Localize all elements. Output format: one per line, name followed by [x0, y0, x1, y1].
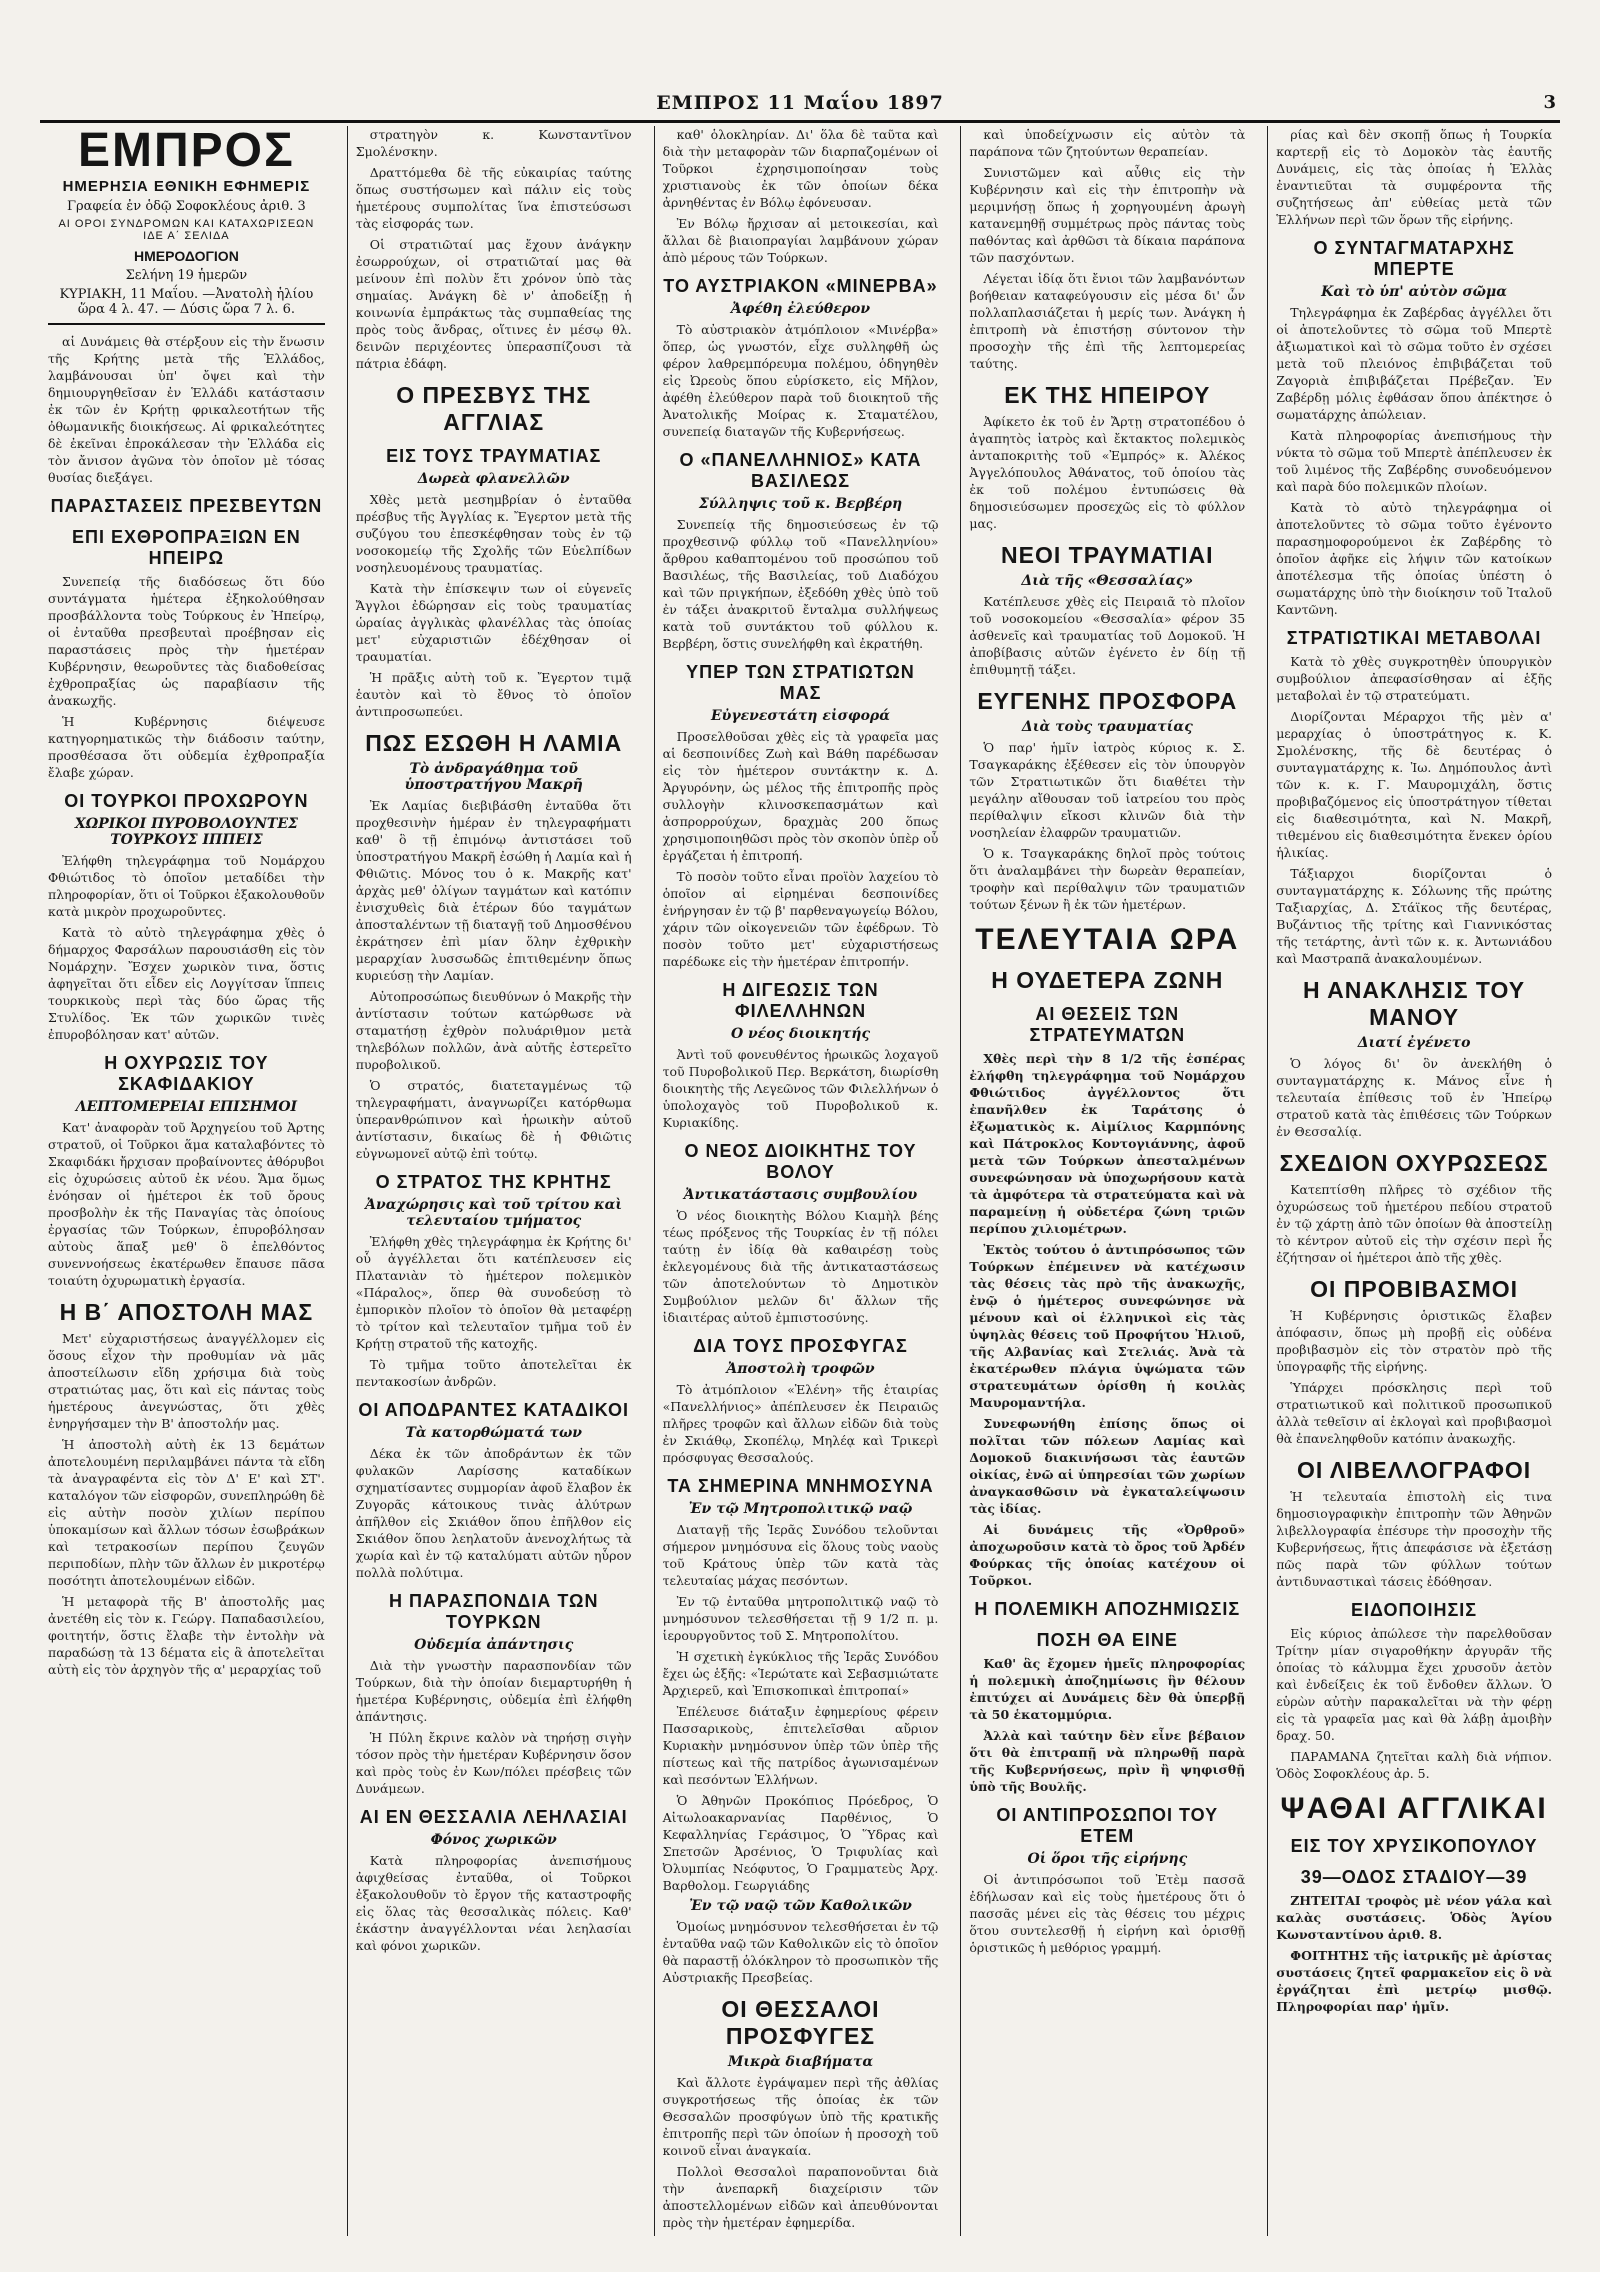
article-paragraph: Προσελθοῦσαι χθὲς εἰς τὰ γραφεῖα μας αἱ δεσποινίδες Ζωὴ καὶ Βάθη παρέδωσαν εἰς τὸν ἡμέτερον συντάκτην κ. Δ. Ἀργυρόνην, ὡς μέλος τῆς ἐπιτροπῆς πρὸς συλλογὴν κλινοσκεπασμάτων καὶ ἀσπρορρούχων, δραχμὰς 200 ὅπως χρησιμοποιηθῶσι πρὸς τὸν σκοπὸν ὑπὲρ οὗ ἐργάζεται ἡ ἐπιτροπή. — [662, 729, 939, 863]
column-2 — [347, 126, 640, 2236]
article-paragraph: Κατὰ πληροφορίας ἀνεπισήμους ἀφιχθείσας ἐνταῦθα, οἱ Τοῦρκοι ἐξακολουθοῦν τὸ ἔργον τῆς καταστροφῆς εἰς ὅλας τὰς θεσσαλικὰς πόλεις. Καθ' ἑκάστην ἀναγγέλλονται νέαι λεηλασίαι καὶ φόνοι χωρικῶν. — [355, 1853, 632, 1953]
article-subheadline: Εὐγενεστάτη εἰσφορά — [710, 708, 891, 724]
article-headline: Η ΔΙΓΕΩΣΙΣ ΤΩΝ ΦΙΛΕΛΛΗΝΩΝ — [722, 980, 879, 1021]
article-headline: ΝΕΟΙ ΤΡΑΥΜΑΤΙΑΙ — [1001, 542, 1214, 568]
article-paragraph: Τὸ αὐστριακὸν ἀτμόπλοιον «Μινέρβα» ὅπερ, ὡς γνωστόν, εἶχε συλληφθῆ ὡς φέρον λαθρεμπόρευμα πολέμου, ὁδηγηθὲν εἰς Ὠρεοὺς ὅπου εὑρίσκετο, εἰς Μῆλον, ἀφέθη ἐλεύθερον παρὰ τοῦ διοικητοῦ τῆς Ἀνατολικῆς Μοίρας κ. Σταματέλου, συνεπείᾳ διαταγῶν τῆς Κυβερνήσεως. — [662, 322, 939, 439]
article-headline: Ο «ΠΑΝΕΛΛΗΝΙΟΣ» ΚΑΤΑ ΒΑΣΙΛΕΩΣ — [679, 450, 922, 491]
article-paragraph: Τὸ ἀτμόπλοιον «Ἑλένη» τῆς ἑταιρίας «Πανελλήνιος» ἀπέπλευσεν ἐκ Πειραιῶς πλῆρες τροφῶν καὶ ἄλλων εἰδῶν διὰ τοὺς ἐν Σκιάθῳ, Σκοπέλῳ, Μηλέᾳ καὶ Τρικερὶ πρόσφυγας Θεσσαλούς. — [662, 1382, 939, 1465]
article-paragraph: Ὁμοίως μνημόσυνον τελεσθήσεται ἐν τῷ ἐνταῦθα ναῷ τῶν Καθολικῶν εἰς τὸ ὁποῖον θὰ παραστῇ ὁλόκληρον τὸ προσωπικὸν τῆς Αὐστριακῆς Πρεσβείας. — [662, 1919, 939, 1985]
article-paragraph: Τάξιαρχοι διορίζονται ὁ συνταγματάρχης κ. Σόλωνης τῆς πρώτης Ταξιαρχίας, Δ. Στάϊκος τῆς δευτέρας, Βυζάντιος τῆς τρίτης καὶ Γιαννικόστας τῆς τετάρτης, ἀντὶ τῶν κ. κ. Ἀντωνιάδου καὶ Μαστραπᾶ ἀνακαλουμένων. — [1276, 866, 1552, 966]
column-2-body — [356, 126, 632, 1954]
column-3 — [654, 126, 947, 2236]
article-paragraph: Ὁ στρατός, διατεταγμένως τῷ τηλεγραφήματι, ἀναγνωρίζει κατόρθωμα ὑπερανθρώπινον καὶ ἡρωικὴν αὐτοῦ ἀντίστασιν, δικαίως δὲ ἡ Φθιῶτις εὐγνωμονεῖ αὐτῷ ἐπὶ τούτῳ. — [355, 1078, 632, 1161]
article-paragraph: Κατεπτίσθη πλῆρες τὸ σχέδιον τῆς ὀχυρώσεως τοῦ ἡμετέρου πεδίου στρατοῦ ἐν τῷ χάρτῃ ἀπὸ τῶν ὁποίων θὰ ἀποστείλῃ τὸ κέντρον αὐτοῦ εἰς τὴν σχέσιν περὶ ἧς ἐζήτησαν οἱ ἡμέτεροι ἀπὸ τῆς χθὲς. — [1276, 1182, 1552, 1265]
article-paragraph: Εἰς κύριος ἀπώλεσε τὴν παρελθοῦσαν Τρίτην μίαν σιγαροθήκην ἀργυρᾶν τῆς ὁποίας τὸ κάλυμμα ἔχει χρυσοῦν ἀετὸν καὶ ἐνδείξεις ἐκ τοῦ ἔνδοθεν ἄλλων. Ὁ εὑρὼν αὐτὴν παρακαλεῖται νὰ τὴν φέρῃ εἰς τὰ γραφεῖα μας καὶ θὰ λάβῃ ἀμοιβὴν δραχ. 50. — [1276, 1626, 1552, 1743]
article-headline: Η ΟΧΥΡΩΣΙΣ ΤΟΥ ΣΚΑΦΙΔΑΚΙΟΥ — [104, 1053, 269, 1095]
almanac-title: ΗΜΕΡΟΔΟΓΙΟΝ — [133, 248, 239, 265]
article-headline: ΕΥΓΕΝΗΣ ΠΡΟΣΦΟΡΑ — [977, 688, 1238, 714]
article-subheadline: Διατί ἐγένετο — [1357, 1035, 1471, 1051]
article-subheadline: Μικρὰ διαβήματα — [727, 2054, 874, 2070]
column-4 — [960, 126, 1253, 2236]
article-headline: Ο ΣΤΡΑΤΟΣ ΤΗΣ ΚΡΗΤΗΣ — [375, 1172, 612, 1192]
article-headline: 39—ΟΔΟΣ ΣΤΑΔΙΟΥ—39 — [1300, 1867, 1528, 1887]
article-paragraph: Κατὰ τὴν ἐπίσκεψιν των οἱ εὐγενεῖς Ἄγγλοι ἐδώρησαν εἰς τοὺς τραυματίας ὡραίας ἀγγλικὰς φλανέλλας τὰς ὁποίας μετ' εὐχαριστιῶν ἐδέχθησαν οἱ τραυματίαι. — [355, 581, 632, 664]
article-subheadline: Φόνος χωρικῶν — [430, 1832, 557, 1848]
column-1-body — [48, 333, 325, 1678]
article-paragraph: Χθὲς περὶ τὴν 8 1/2 τῆς ἑσπέρας ἐλήφθη τηλεγράφημα τοῦ Νομάρχου Φθιώτιδος ἀγγέλλοντος ὅτι ἐπανῆλθεν ἐκ Ταράτσης ὁ ἐξωματικὸς κ. Αἰμίλιος Καρμπόνης καὶ Πάτροκλος Κοντογιάννης, ἀφοῦ μετὰ τῶν Τούρκων ἀπεσταλμένων συνεφώνησαν νὰ ὑποχωρήσουν κατὰ τὰ ἀμφότερα τὰ στρατεύματα καὶ νὰ παραμείνῃ ἡ οὐδετέρα ζώνη τριῶν περίπου χιλιομέτρων. — [969, 1051, 1246, 1236]
article-paragraph: Ἡ ἀποστολὴ αὐτὴ ἐκ 13 δεμάτων ἀποτελουμένη περιλαμβάνει πάντα τὰ εἴδη τὰ ἀναγραφέντα εἰς τὸν Δ' Ε' καὶ ΣΤ'. καταλόγον τῶν εἰσφορῶν, συνεπληρώθη δὲ εἰς αὐτὴν ποσὸν χιλίων περίπου ὑποκαμίσων καὶ ἄλλων τόσων ἐσωβράκων καὶ τετρακοσίων περίπου ζευγῶν περιποδίων, πλὴν τῶν ἄλλων ἐν μικροτέρῳ ποσότητι ἀποτελουμένων εἰδῶν. — [48, 1437, 325, 1589]
article-subheadline: Δωρεὰ φλανελλῶν — [417, 471, 570, 487]
article-paragraph: Ἡ μεταφορὰ τῆς Β' ἀποστολῆς μας ἀνετέθη εἰς τὸν κ. Γεώργ. Παπαδασιλείου, φοιτητήν, ὅστις ἔλαβε τὴν ἐντολὴν νὰ παραδώσῃ τὰ 13 δέματα εἰς ἃ ἀποτελεῖται αὐτὴ εἰς τὸν ἀρχηγὸν τῆς α' μεραρχίας τοῦ — [48, 1594, 325, 1678]
article-paragraph: Πολλοὶ Θεσσαλοὶ παραπονοῦνται διὰ τὴν ἀνεπαρκῆ διαχείρισιν τῶν ἀποστελλομένων εἰδῶν καὶ ἀπευθύνονται πρὸς τὴν ἡμετέραν ἐφημερίδα. — [662, 2164, 939, 2230]
article-paragraph: Δραττόμεθα δὲ τῆς εὐκαιρίας ταύτης ὅπως συστήσωμεν καὶ πάλιν εἰς τοὺς ἡμετέρους συμπολίτας ἵνα ἐπιστεύσωσι τὰς εἰσφοράς των. — [355, 165, 632, 231]
article-paragraph: Δέκα ἐκ τῶν ἀποδράντων ἐκ τῶν φυλακῶν Λαρίσσης καταδίκων σχηματίσαντες συμμορίαν ἀφοῦ ἔλαβον ἐκ Ζυγορᾶς κάτοικους τινὰς ἀλύτρων ἀπῆλθον εἰς Σκιάθον ὅπου ἐπῆλθον εἰς Σκιάθον ὅπου λεηλατοῦν ἀνενοχλήτως τὰ χωρία καὶ ἐν τῷ καταλύματι αὐτῶν ηὗρον πολλὰ πολύτιμα. — [355, 1446, 632, 1580]
article-subheadline: Τὸ ἀνδραγάθημα τοῦ ὑποστρατήγου Μακρῆ — [404, 761, 583, 793]
column-5-body — [1276, 126, 1552, 2015]
article-paragraph: Οἱ ἀντιπρόσωποι τοῦ Ἐτὲμ πασσᾶ ἐδήλωσαν καὶ εἰς τοὺς ἡμετέρους ὅτι ὁ πασσᾶς μένει εἰς τὰς θέσεις του μέχρις ὅτου συντελεσθῇ ἡ εἰρήνη καὶ ὁρισθῇ ὁριστικῶς ἡ μεθόριος γραμμή. — [969, 1872, 1246, 1955]
article-subheadline: Οὐδεμία ἀπάντησις — [414, 1637, 574, 1653]
article-paragraph: αἱ Δυνάμεις θὰ στέρξουν εἰς τὴν ἕνωσιν τῆς Κρήτης μετὰ τῆς Ἑλλάδος, λαμβάνουσαι ὑπ' ὄψει καὶ τὴν δημιουργηθεῖσαν ἐν Ἑλλάδι κατάστασιν ἐκ τῶν ἐν Κρήτῃ φρικαλεοτήτων τῆς ὀθωμανικῆς διοικήσεως. Αἱ φρικαλεότητες δὲ ἐκεῖναι ἐπροκάλεσαν τὴν Ἑλλάδα εἰς τὸν ἄνισον ἀγῶνα τὸν ὁποῖον μὲ τόσας θυσίας διεξάγει. — [48, 334, 325, 486]
article-paragraph: Κατὰ τὸ χθὲς συγκροτηθὲν ὑπουργικὸν συμβούλιον ἀπεφασίσθησαν αἱ ἑξῆς μεταβολαὶ ἐν τῷ στρατεύματι. — [1276, 654, 1552, 703]
article-headline: Η Β΄ ΑΠΟΣΤΟΛΗ ΜΑΣ — [59, 1299, 314, 1326]
article-headline: ΤΑ ΣΗΜΕΡΙΝΑ ΜΝΗΜΟΣΥΝΑ — [667, 1476, 934, 1496]
article-paragraph: καὶ ὑποδείχνωσιν εἰς αὐτὸν τὰ παράπονα τῶν ζητούντων θεραπείαν. — [969, 127, 1246, 159]
column-1 — [40, 126, 333, 2236]
article-subheadline: Ἐν τῷ ναῷ τῶν Καθολικῶν — [689, 1898, 912, 1914]
masthead-subtitle: ΗΜΕΡΗΣΙΑ ΕΘΝΙΚΗ ΕΦΗΜΕΡΙΣ — [62, 178, 311, 196]
article-paragraph: Κατὰ τὸ αὐτὸ τηλεγράφημα χθὲς ὁ δήμαρχος Φαρσάλων παρουσιάσθη εἰς τὸν Νομάρχην. Ἔσχεν χωρικὸν τινα, ὅστις ἀφηγεῖται ὅτι εἶδεν εἰς Λογγίτσαν ἵππεις τουρκικοὺς περὶ τὰς δύο ὥρας τῆς Στυλίδος. Ἐκ τῶν χωρικῶν τινὲς ἐπυροβόλησαν κατ' αὐτῶν. — [48, 925, 325, 1043]
article-headline: ΟΙ ΘΕΣΣΑΛΟΙ ΠΡΟΣΦΥΓΕΣ — [721, 1996, 880, 2049]
column-4-body — [969, 126, 1245, 1956]
article-paragraph: Αἱ δυνάμεις τῆς «Ὀρθροῦ» ἀποχωροῦσιν κατὰ τὸ ὄρος τοῦ Ἀρδέν Φούρκας τῆς ὁποίας κατέχουν οἱ Τοῦρκοι. — [969, 1522, 1246, 1588]
article-paragraph: Ὁ παρ' ἡμῖν ἰατρὸς κύριος κ. Σ. Τσαγκαράκης ἐξέθεσεν εἰς τὸν ὑπουργὸν τῶν Στρατιωτικῶν ὅτι διαθέτει τὴν μεγάλην αἴθουσαν τοῦ ἰατρείου του πρὸς περίθαλψιν εἴκοσι κλινῶν διὰ τὴν νοσηλείαν ἐλαφρῶν τραυματιῶν. — [969, 740, 1246, 840]
article-paragraph: Χθὲς μετὰ μεσημβρίαν ὁ ἐνταῦθα πρέσβυς τῆς Ἀγγλίας κ. Ἔγερτον μετὰ τῆς συζύγου του ἐπεσκέφθησαν τοὺς ἐν τῷ νοσοκομείῳ τῆς Σχολῆς τῶν Εὐελπίδων νοσηλευομένους τραυματίας. — [355, 492, 632, 575]
article-paragraph: Διορίζονται Μέραρχοι τῆς μὲν α' μεραρχίας ὁ ὑποστράτηγος κ. Κ. Σμολένσκης, τῆς δὲ δευτέρας ὁ συνταγματάρχης κ. Ἰω. Δημόπουλος ἀντὶ τῶν κ. κ. Γ. Μαυρομιχάλη, ὅστις προβιβαζόμενος εἰς ὑποστράτηγον τίθεται εἰς διαθεσιμότητα, καὶ Ν. Μακρῆ, τιθεμένου εἰς διαθεσιμότητα ἕνεκεν ὁρίου ἡλικίας. — [1276, 709, 1552, 860]
article-headline: ΨΑΘΑΙ ΑΓΓΛΙΚΑΙ — [1280, 1792, 1548, 1825]
article-subheadline: ΛΕΠΤΟΜΕΡΕΙΑΙ ΕΠΙΣΗΜΟΙ — [75, 1099, 298, 1116]
article-paragraph: Οἱ στρατιῶταί μας ἔχουν ἀνάγκην ἐσωρρούχων, οἱ στρατιῶταί μας θὰ μείνουν ἐπὶ πολὺν ἔτι χρόνον ὑπὸ τὰς σημαίας. Ἀνάγκη δὲ ν' ἀποδείξῃ ἡ κοινωνία ἐμπράκτως τὰς συμπαθείας της πρὸς τοὺς ἄνδρας, οἵτινες ἐν μέσῳ θλ. δεινῶν περιχέοντες ὑπερασπίζουσι τὰ πάτρια ἐδάφη. — [355, 237, 632, 371]
article-paragraph: ρίας καὶ δὲν σκοπῇ ὅπως ἡ Τουρκία καρτερῇ εἰς τὸ Δομοκὸν τὰς ἑαυτῆς Δυνάμεις, εἰς τὰς ὁποίας ἡ Ἑλλὰς ἐναντιεῦται τὰ συμφέροντα τῆς συζητήσεως ἀπ' εὐθείας μετὰ τῶν Ἑλλήνων περὶ τῶν ὅρων τῆς εἰρήνης. — [1276, 127, 1552, 227]
article-subheadline: Ἀποστολὴ τροφῶν — [726, 1361, 875, 1377]
almanac-moon: Σελήνη 19 ἡμερῶν — [125, 268, 248, 284]
article-headline: ΤΟ ΑΥΣΤΡΙΑΚΟΝ «ΜΙΝΕΡΒΑ» — [663, 276, 938, 296]
article-subheadline: Ἀντικατάστασις συμβουλίου — [683, 1187, 918, 1203]
article-headline: Ο ΣΥΝΤΑΓΜΑΤΑΡΧΗΣ ΜΠΕΡΤΕ — [1313, 238, 1515, 279]
article-subheadline: Ο νέος διοικητής — [730, 1026, 871, 1042]
article-headline: ΟΙ ΑΝΤΙΠΡΟΣΩΠΟΙ ΤΟΥ ΕΤΕΜ — [996, 1805, 1219, 1846]
article-paragraph: Ἡ πρᾶξις αὐτὴ τοῦ κ. Ἔγερτον τιμᾷ ἑαυτὸν καὶ τὸ ἔθνος τὸ ὁποῖον ἀντιπροσωπεύει. — [355, 670, 632, 719]
article-headline: Ο ΠΡΕΣΒΥΣ ΤΗΣ ΑΓΓΛΙΑΣ — [396, 382, 592, 435]
article-headline: ΣΧΕΔΙΟΝ ΟΧΥΡΩΣΕΩΣ — [1279, 1150, 1549, 1176]
article-headline: ΔΙΑ ΤΟΥΣ ΠΡΟΣΦΥΓΑΣ — [693, 1336, 908, 1356]
article-headline: ΟΙ ΑΠΟΔΡΑΝΤΕΣ ΚΑΤΑΔΙΚΟΙ — [358, 1400, 629, 1420]
article-paragraph: Ὁ νέος διοικητὴς Βόλου Κιαμὴλ βέης τέως πρόξενος τῆς Τουρκίας ἐν τῇ πόλει ταύτῃ ἐν ἰδίᾳ θὰ καθαιρέσῃ τοὺς ἐκλεγομένους διὰ τῆς ἀντικαταστάσεως τῶν ἀποτελούντων τὸ Δημοτικὸν Συμβούλιον μελῶν δι' ἄλλων τῆς ἰδιαιτέρας αὐτοῦ ἐμπιστοσύνης. — [662, 1208, 939, 1325]
article-headline: Ο ΝΕΟΣ ΔΙΟΙΚΗΤΗΣ ΤΟΥ ΒΟΛΟΥ — [684, 1141, 917, 1182]
article-headline: Η ΟΥΔΕΤΕΡΑ ΖΩΝΗ — [991, 967, 1224, 993]
article-paragraph: Ἐν Βόλῳ ἤρχισαν αἱ μετοικεσίαι, καὶ ἄλλαι δὲ βιαιοπραγίαι λαμβάνουν χώραν ἀπὸ μέρους τῶν Τούρκων. — [662, 216, 939, 265]
article-paragraph: Κατὰ πληροφορίας ἀνεπισήμους τὴν νύκτα τὸ σῶμα τοῦ Μπερτὲ ἀπέπλευσεν ἐκ τοῦ λιμένος τῆς Ζαβέρδης συνοδευόμενον καὶ παρὰ δύο πολεμικῶν πλοίων. — [1276, 428, 1552, 494]
article-paragraph: Ἡ Κυβέρνησις ὁριστικῶς ἔλαβεν ἀπόφασιν, ὅπως μὴ προβῇ εἰς οὐδένα προβιβασμὸν εἰς τὸν στρατὸν πρὸ τῆς ὑπογραφῆς τῆς εἰρήνης. — [1276, 1308, 1552, 1374]
article-headline: ΑΙ ΘΕΣΕΙΣ ΤΩΝ ΣΤΡΑΤΕΥΜΑΤΩΝ — [1029, 1004, 1186, 1045]
article-paragraph: Ἡ σχετικὴ ἐγκύκλιος τῆς Ἱερᾶς Συνόδου ἔχει ὡς ἑξῆς: «Ἱερώτατε καὶ Σεβασμιώτατε Ἀρχιερεῦ, καὶ Ἐπισκοπικαὶ ἐπιτροπαί» — [662, 1649, 939, 1698]
article-headline: ΠΑΡΑΣΤΑΣΕΙΣ ΠΡΕΣΒΕΥΤΩΝ — [50, 496, 323, 517]
article-headline: Η ΠΑΡΑΣΠΟΝΔΙΑ ΤΩΝ ΤΟΥΡΚΩΝ — [388, 1591, 599, 1632]
article-subheadline: Καὶ τὸ ὑπ' αὐτὸν σῶμα — [1321, 284, 1508, 300]
article-paragraph: Ἐλήφθη τηλεγράφημα τοῦ Νομάρχου Φθιώτιδος τὸ ὁποῖον μεταδίδει τὴν πληροφορίαν, ὅτι οἱ Τοῦρκοι ἐξακολουθοῦν κατὰ μικρὸν προχωροῦντες. — [48, 853, 325, 920]
article-headline: ΕΙΣ ΤΟΥ ΧΡΥΣΙΚΟΠΟΥΛΟΥ — [1290, 1836, 1538, 1856]
article-paragraph: Συνεπείᾳ τῆς διαδόσεως ὅτι δύο συντάγματα ἡμέτερα ἐξηκολούθησαν προσβάλλοντα τοὺς Τούρκους ἐν Ἠπείρῳ, οἱ ἐνταῦθα πρεσβευταὶ προέβησαν εἰς παραστάσεις πρὸς τὴν ἡμετέραν Κυβέρνησιν, θεωροῦντες τὰς διαδοθείσας ἐχθροπραξίας ὡς παραβίασιν τῆς ἀνακωχῆς. — [48, 574, 325, 709]
article-subheadline: Τὰ κατορθώματά των — [405, 1425, 582, 1441]
article-headline: ΥΠΕΡ ΤΩΝ ΣΤΡΑΤΙΩΤΩΝ ΜΑΣ — [686, 662, 915, 703]
article-paragraph: Ἡ Κυβέρνησις διέψευσε κατηγορηματικῶς τὴν διάδοσιν ταύτην, προσθέσασα ὅτι οὐδεμία ἐχθροπραξία ἔλαβε χώραν. — [48, 714, 325, 781]
article-paragraph: Λέγεται ἰδίᾳ ὅτι ἔνιοι τῶν λαμβανόντων βοήθειαν καταφεύγουσιν εἰς μέσα δι' ὧν πολλαπλασιάζεται ἡ μερίς των. Ἀνάγκη ἡ ἐπιτροπὴ νὰ ἐπιστήσῃ σύντονον τὴν προσοχὴν τῆς ἐπὶ τῆς λεπτομερείας ταύτης. — [969, 271, 1246, 371]
article-subheadline: Οἱ ὅροι τῆς εἰρήνης — [1027, 1851, 1188, 1867]
masthead-title: ΕΜΠΡΟΣ — [77, 126, 295, 177]
article-paragraph: Ὁ Ἀθηνῶν Προκόπιος Πρόεδρος, Ὁ Αἰτωλοακαρνανίας Παρθένιος, Ὁ Κεφαλληνίας Γεράσιμος, Ὁ Ὕδρας καὶ Σπετσῶν Ἀρσένιος, Ὁ Τριφυλίας καὶ Ὀλυμπίας Νεόφυτος, Ὁ Γραμματεὺς Ἀρχ. Βαρθολομ. Γεωργιάδης — [662, 1793, 939, 1893]
header-rule — [40, 120, 1560, 123]
article-paragraph: καθ' ὁλοκληρίαν. Δι' ὅλα δὲ ταῦτα καὶ διὰ τὴν μεταφορὰν τῶν διαρπαζομένων οἱ Τοῦρκοι ἐχρησιμοποίησαν τοὺς χριστιανοὺς ἐκ τῶν ὁποίων δέκα ἀρνηθέντας ἐν Βόλῳ ἐφόνευσαν. — [662, 127, 939, 210]
article-paragraph: Ἐν τῷ ἐνταῦθα μητροπολιτικῷ ναῷ τὸ μνημόσυνον τελεσθήσεται τῇ 9 1/2 π. μ. ἱερουργοῦντος τοῦ Σ. Μητροπολίτου. — [662, 1594, 939, 1643]
article-paragraph: Ἐπέλευσε διάταξιν ἐφημερίους φέρειν Πασσαρικοὺς, ἐπιτελεῖσθαι αὔριον Κυριακὴν μνημόσυνον ὑπὲρ τῶν ὑπὲρ τῆς πίστεως καὶ τῆς πατρίδος ἀγωνισαμένων καὶ πεσόντων Ἑλλήνων. — [662, 1704, 939, 1787]
article-headline: ΤΕΛΕΥΤΑΙΑ ΩΡΑ — [975, 923, 1240, 956]
article-paragraph: Κατ' ἀναφορὰν τοῦ Ἀρχηγείου τοῦ Ἀρτης στρατοῦ, οἱ Τοῦρκοι ἅμα καταλαβόντες τὸ Σκαφιδάκι ἤρχισαν προβαίνοντες ἀθόρυβοι εἰς ὀχυρώσεις αὐτοῦ ἐκ νέου. Ἅμα ὅμως ἐνόησαν οἱ ἡμέτεροι ἐκ τοῦ ὄρους προσβολὴν ἐκ τῆς Παναγίας τὰς ὁποίους ἐργασίας τῶν Τούρκων, ἐπυροβόλησαν αὐτοὺς ἅπαξ μεθ' ὃ ἐπελθόντος συνεννοήσεως ἐκατέρωθεν ἔπαυσε πᾶσα τοιαύτη ὀχυρωματικὴ ἐργασία. — [48, 1120, 325, 1289]
article-paragraph: Ἐκ Λαμίας διεβιβάσθη ἐνταῦθα ὅτι προχθεσινὴν ἡμέραν ἐν τηλεγραφήματι καθ' ὃ τῇ ἐπιμόνῳ ἀντιστάσει τοῦ ὑποστρατήγου Μακρῆ ἐσώθη ἡ Λαμία καὶ ἡ Φθιῶτις. Μόνος του ὁ κ. Μακρῆς κατ' ἀρχὰς μεθ' ὀλίγων ταγμάτων καὶ κατόπιν ἐνισχυθεὶς διὰ ἑτέρων δύο ταγμάτων ἀποσταλέντων τῇ διαταγῇ τοῦ Δημοσθένου ἐκράτησεν ἐπὶ μίαν ὅλην ἐχθρικὴν μεραρχίαν λυσσωδῶς ἐπιτιθεμένην ὅπως κυριεύσῃ τὴν Λαμίαν. — [355, 798, 632, 983]
article-paragraph: Ἐκτὸς τούτου ὁ ἀντιπρόσωπος τῶν Τούρκων ἐπέμεινεν νὰ κατέχωσιν τὰς θέσεις τὰς πρὸ τῆς ἀνακωχῆς, ἐνῷ ὁ ἡμέτερος συνεφώνησε νὰ μένουν καὶ οἱ ἑλληνικοὶ εἰς τὰς ὑψηλὰς θέσεις τοῦ Προφήτου Ἠλιοῦ, τῆς Αλβανίας καὶ Στελιάς. Ἀνὰ τὰ ἐκατέρωθεν πλάγια ὑψώματα τῶν στρατευμάτων ὁρίσθη ἡ κοιλὰς Μαυρομαντήλα. — [969, 1242, 1246, 1410]
article-paragraph: Ὁ κ. Τσαγκαράκης δηλοῖ πρὸς τούτοις ὅτι ἀναλαμβάνει τὴν δωρεὰν θεραπείαν, τροφὴν καὶ περίθαλψιν τῶν τραυματιῶν τούτων ξένων ἢ ἐκ τῶν ἡμετέρων. — [969, 846, 1246, 912]
article-subheadline: ΧΩΡΙΚΟΙ ΠΥΡΟΒΟΛΟΥΝΤΕΣ ΤΟΥΡΚΟΥΣ ΙΠΠΕΙΣ — [74, 816, 298, 849]
article-subheadline: Διὰ τῆς «Θεσσαλίας» — [1021, 573, 1194, 589]
article-paragraph: Τηλεγράφημα ἐκ Ζαβέρδας ἀγγέλλει ὅτι οἱ ἀποτελοῦντες τὸ σῶμα τοῦ Μπερτὲ ἀξιωματικοὶ καὶ τὸ σῶμα τοῦτο ἐν σχέσει μετὰ τοῦ πλειόνος ἐπιβιβάζεται τοῦ Ζαγοριὰ ἐπιβιβάζεται Πρέβεζαν. Ἐν Ζαβέρδῃ μόλις ἐφθάσαν ὅπου ἀπέκτησε ὁ σωματάρχης ἀπώλειαν. — [1276, 305, 1552, 422]
article-paragraph: Διαταγῇ τῆς Ἱερᾶς Συνόδου τελοῦνται σήμερον μνημόσυνα εἰς ὅλους τοὺς ναοὺς τοῦ Κράτους ὑπὲρ τῶν κατὰ τὰς τελευταίας μάχας πεσόντων. — [662, 1522, 939, 1588]
article-paragraph: Ἐλήφθη χθὲς τηλεγράφημα ἐκ Κρήτης δι' οὗ ἀγγέλλεται ὅτι κατέπλευσεν εἰς Πλατανιὰν τὸ ἡμέτερον πολεμικὸν «Πάραλος», ὅπερ θὰ συνοδεύσῃ τὸ ἐμπορικὸν πλοῖον τὸ ὁποῖον θὰ μεταφέρῃ τὸ τρίτον καὶ τελευταῖον τμῆμα τοῦ ἐν Κρήτῃ στρατοῦ τῆς κατοχῆς. — [355, 1234, 632, 1351]
article-paragraph: Καθ' ἃς ἔχομεν ἡμεῖς πληροφορίας ἡ πολεμικὴ ἀποζημίωσις ἣν θέλουν ἐπιτύχει αἱ Δυνάμεις δὲν θὰ ὑπερβῇ τὰ 50 ἑκατομμύρια. — [969, 1656, 1246, 1722]
article-headline: ΕΙΣ ΤΟΥΣ ΤΡΑΥΜΑΤΙΑΣ — [386, 446, 602, 466]
article-paragraph: Κατέπλευσε χθὲς εἰς Πειραιᾶ τὸ πλοῖον τοῦ νοσοκομείου «Θεσσαλία» φέρον 35 ἀσθενεῖς καὶ τραυματίας τοῦ Δομοκοῦ. Ἡ ἀποβίβασις αὐτῶν ἐγένετο ἐν δίῃ τῇ ἐπιθυμητῇ τάξει. — [969, 594, 1246, 677]
article-headline: ΟΙ ΠΡΟΒΙΒΑΣΜΟΙ — [1310, 1276, 1519, 1302]
article-headline: ΕΙΔΟΠΟΙΗΣΙΣ — [1351, 1600, 1478, 1620]
article-paragraph: Αὐτοπροσώπως διευθύνων ὁ Μακρῆς τὴν ἀντίστασιν τούτων κατώρθωσε νὰ σταματήσῃ ἐχθρὸν πολυάριθμον μετὰ τηλεβόλων πολλῶν, ἀνὰ αὐτῆς ἐστερεῖτο πυροβολικοῦ. — [355, 989, 632, 1072]
article-paragraph: Ὑπάρχει πρόσκλησις περὶ τοῦ στρατιωτικοῦ καὶ πολιτικοῦ προσωπικοῦ ἀλλὰ τεθεῖσιν αἱ ἐκλογαὶ καὶ προβιβασμοὶ θὰ ἐπανεληφθοῦν κατόπιν ἀνακωχῆς. — [1276, 1380, 1552, 1446]
article-headline: ΕΚ ΤΗΣ ΗΠΕΙΡΟΥ — [1004, 382, 1211, 408]
article-paragraph: Μετ' εὐχαριστήσεως ἀναγγέλλομεν εἰς ὅσους εἶχον τὴν προθυμίαν νὰ μᾶς ἀποστείλωσιν εἴδη χρήσιμα διὰ τοὺς στρατιώτας μας, ὅτι καὶ εἰς πάντας τοὺς ἡμετέρους ἀνεγνώστας, ὅτι χθὲς ἐνηργήσαμεν τὴν Β' ἀποστολήν μας. — [48, 1331, 325, 1432]
article-paragraph: Συνεπείᾳ τῆς δημοσιεύσεως ἐν τῷ προχθεσινῷ φύλλῳ τοῦ «Πανελληνίου» ἄρθρου καθαπτομένου τοῦ προσώπου τοῦ Βασιλέως, τῆς Βασιλείας, τοῦ Διαδόχου καὶ τῶν πριγκήπων, ἐξεδόθη χθὲς ὑπὸ τοῦ ἐν τάξει ἀνακριτοῦ ἔνταλμα συλλήψεως κατὰ τοῦ συντάκτου τοῦ φύλλου κ. Βερβέρη, ὅστις συνελήφθη καὶ ἐκρατήθη. — [662, 517, 939, 651]
almanac-sun: ΚΥΡΙΑΚΗ, 11 Μαΐου. —Ἀνατολὴ ἡλίου ὥρα 4 λ. 47. — Δύσις ὥρα 7 λ. 6. — [59, 287, 314, 318]
article-paragraph: στρατηγὸν κ. Κωνσταντῖνον Σμολένσκην. — [355, 127, 632, 159]
article-paragraph: Ἀφίκετο ἐκ τοῦ ἐν Ἄρτῃ στρατοπέδου ὁ ἀγαπητὸς ἰατρὸς καὶ ἔκτακτος πολεμικὸς ἀνταποκριτὴς τοῦ «Ἐμπρός» κ. Ἀλέκος Ἀγγελόπουλος Ἀθάνατος, τοῦ ὁποίου τὰς ἐκ τοῦ πολέμου ἐντυπώσεις θὰ δημοσιεύσωμεν προσεχῶς εἰς τὸ φύλλον μας. — [969, 414, 1246, 531]
article-subheadline: Ἀφέθη ἐλεύθερον — [730, 301, 871, 317]
newspaper-columns — [40, 126, 1560, 2236]
article-paragraph: Διὰ τὴν γνωστὴν παρασπονδίαν τῶν Τούρκων, διὰ τὴν ὁποίαν διεμαρτυρήθη ἡ ἡμετέρα Κυβέρνησις, οὐδεμία ἐπὶ ἐλήφθη ἀπάντησις. — [355, 1658, 632, 1724]
masthead-office: Γραφεία ἐν ὁδῷ Σοφοκλέους ἀριθ. 3 — [67, 199, 306, 215]
article-paragraph: Ὁ λόγος δι' ὃν ἀνεκλήθη ὁ συνταγματάρχης κ. Μάνος εἶνε ἡ τελευταία ἐπίθεσις τοῦ ἐν Ἠπείρῳ στρατοῦ κατὰ τὰς ἐπιθέσεις τῶν Τούρκων ἐν Θεσσαλίᾳ. — [1276, 1056, 1552, 1139]
article-paragraph: Ἀντὶ τοῦ φονευθέντος ἡρωικῶς λοχαγοῦ τοῦ Πυροβολικοῦ Περ. Βερκάτση, διωρίσθη διοικητὴς τῆς Λεγεῶνος τῶν Φιλελλήνων ὁ ὑπολοχαγὸς τοῦ Πυροβολικοῦ κ. Κυριακίδης. — [662, 1047, 939, 1130]
article-headline: ΑΙ ΕΝ ΘΕΣΣΑΛΙΑ ΛΕΗΛΑΣΙΑΙ — [359, 1807, 628, 1827]
article-subheadline: Ἐν τῷ Μητροπολιτικῷ ναῷ — [688, 1501, 913, 1517]
article-subheadline: Ἀναχώρησις καὶ τοῦ τρίτου καὶ τελευταίου τμήματος — [365, 1197, 623, 1229]
article-paragraph: Ἀλλὰ καὶ ταύτην δὲν εἶνε βέβαιον ὅτι θὰ ἐπιτραπῇ νὰ πληρωθῇ παρὰ τῆς Κυβερνήσεως, πρὶν ἢ ψηφισθῇ ὑπὸ τῆς Βουλῆς. — [969, 1728, 1246, 1794]
masthead — [48, 126, 325, 325]
page-header — [30, 8, 1570, 138]
article-headline: ΟΙ ΛΙΒΕΛΛΟΓΡΑΦΟΙ — [1297, 1457, 1532, 1483]
article-paragraph: Τὸ ποσὸν τοῦτο εἶναι προϊὸν λαχείου τὸ ὁποῖον αἱ εἰρημέναι δεσποινίδες ἐνήργησαν ἐν τῷ β' παρθεναγωγείῳ Βόλου, χάριν τῶν οἰκογενειῶν τῶν ἐφέδρων. Τὸ ποσὸν τοῦτο μετ' εὐχαριστήσεως παρέδωκε εἰς τὴν ἡμετέραν ἐπιτροπήν. — [662, 869, 939, 969]
article-headline: Η ΠΟΛΕΜΙΚΗ ΑΠΟΖΗΜΙΩΣΙΣ — [974, 1599, 1241, 1619]
article-paragraph: Καὶ ἄλλοτε ἐγράψαμεν περὶ τῆς ἀθλίας συγκροτήσεως τῆς ὁποίας ἐκ τῶν Θεσσαλῶν προσφύγων ὑπὸ τῆς κρατικῆς ἐπιτροπῆς περὶ τῶν ὁποίων ἡ προσοχὴ τοῦ κοινοῦ εἶναι ἀναγκαία. — [662, 2075, 939, 2158]
article-headline: ΕΠΙ ΕΧΘΡΟΠΡΑΞΙΩΝ ΕΝ ΗΠΕΙΡΩ — [72, 527, 301, 569]
article-paragraph: ΖΗΤΕΙΤΑΙ τροφὸς μὲ νέον γάλα καὶ καλὰς συστάσεις. Ὁδὸς Ἁγίου Κωνσταντίνου ἀριθ. 8. — [1276, 1893, 1552, 1942]
article-headline: ΣΤΡΑΤΙΩΤΙΚΑΙ ΜΕΤΑΒΟΛΑΙ — [1286, 628, 1542, 648]
article-paragraph: Συνεφωνήθη ἐπίσης ὅπως οἱ πολῖται τῶν πόλεων Λαμίας καὶ Δομοκοῦ διακινήσωσι τὰς ἑαυτῶν οἰκίας, ἐνῶ αἱ ὑπηρεσίαι τῶν χωρίων ἀναγκασθῶσιν νὰ ἐγκαταλείψωσιν τὰς ἰδίας. — [969, 1416, 1246, 1516]
article-headline: ΠΟΣΗ ΘΑ ΕΙΝΕ — [1036, 1630, 1178, 1650]
column-5 — [1267, 126, 1560, 2236]
article-paragraph: Ἡ Πύλη ἔκρινε καλὸν νὰ τηρήσῃ σιγὴν τόσον πρὸς τὴν ἡμετέραν Κυβέρνησιν ὅσον καὶ πρὸς τοὺς ἐν Κων/πόλει πρέσβεις τῶν Δυνάμεων. — [355, 1730, 632, 1796]
article-headline: ΟΙ ΤΟΥΡΚΟΙ ΠΡΟΧΩΡΟΥΝ — [64, 791, 309, 812]
article-subheadline: Σύλληψις τοῦ κ. Βερβέρη — [698, 496, 903, 512]
article-subheadline: Διὰ τοὺς τραυματίας — [1021, 719, 1193, 735]
article-paragraph: Κατὰ τὸ αὐτὸ τηλεγράφημα οἱ ἀποτελοῦντες τὸ σῶμα τοῦτο ἐγένοντο παρασημοφορούμενοι ἐκ Ζαβέρδης τὸ ὁποῖον ἀφῆκε εἰς λήψιν τῶν κατοίκων ἀποτέλεσμα τῆς ὁποίας ὑπέστη ὁ σωματάρχης ὑπὸ τὴν διοίκησιν τοῦ Ἰταλοῦ Καντῶνη. — [1276, 500, 1552, 617]
running-head: ΕΜΠΡΟΣ 11 Μαΐου 1897 — [656, 92, 944, 114]
article-paragraph: ΦΟΙΤΗΤΗΣ τῆς ἰατρικῆς μὲ ἀρίστας συστάσεις ζητεῖ φαρμακεῖον εἰς ὃ νὰ ἐργάζηται ἐπὶ μετρίῳ μισθῷ. Πληροφορίαι παρ' ἡμῖν. — [1276, 1948, 1552, 2014]
article-headline: Η ΑΝΑΚΛΗΣΙΣ ΤΟΥ ΜΑΝΟΥ — [1303, 977, 1526, 1030]
article-paragraph: Συνιστῶμεν καὶ αὖθις εἰς τὴν Κυβέρνησιν καὶ εἰς τὴν ἐπιτροπὴν νὰ μεριμνήσῃ ὅπως ἡ χορηγουμένη ἀρωγὴ κατανεμηθῇ συμμέτρως πρὸς πάντας τοὺς παθόντας καὶ ἀρθῶσι τὰ δίκαια παράπονα τῶν πασχόντων. — [969, 165, 1246, 265]
article-paragraph: Τὸ τμῆμα τοῦτο ἀποτελεῖται ἐκ πεντακοσίων ἀνδρῶν. — [355, 1357, 632, 1389]
article-headline: ΠΩΣ ΕΣΩΘΗ Η ΛΑΜΙΑ — [365, 730, 623, 756]
article-paragraph: Ἡ τελευταία ἐπιστολὴ εἰς τινα δημοσιογραφικὴν ἐπιτροπὴν τῶν Ἀθηνῶν λιβελλογραφία ἐπέσυρε τὴν προσοχὴν τῆς Κυβερνήσεως, ἥτις ἀπεφάσισε νὰ ἐξετάσῃ πῶς παρὰ τῶν φύλλων τούτων ἀντιδυναστικαὶ τάσεις ἐδόθησαν. — [1276, 1489, 1552, 1589]
article-paragraph: ΠΑΡΑΜΑΝΑ ζητεῖται καλὴ διὰ νήπιον. Ὁδὸς Σοφοκλέους ἀρ. 5. — [1276, 1749, 1552, 1781]
column-3-body — [663, 126, 939, 2231]
masthead-terms: ΑΙ ΟΡΟΙ ΣΥΝΔΡΟΜΩΝ ΚΑΙ ΚΑΤΑΧΩΡΙΣΕΩΝ ΙΔΕ Α΄ ΣΕΛΙΔΑ — [58, 218, 315, 243]
page-number: 3 — [1543, 92, 1556, 113]
